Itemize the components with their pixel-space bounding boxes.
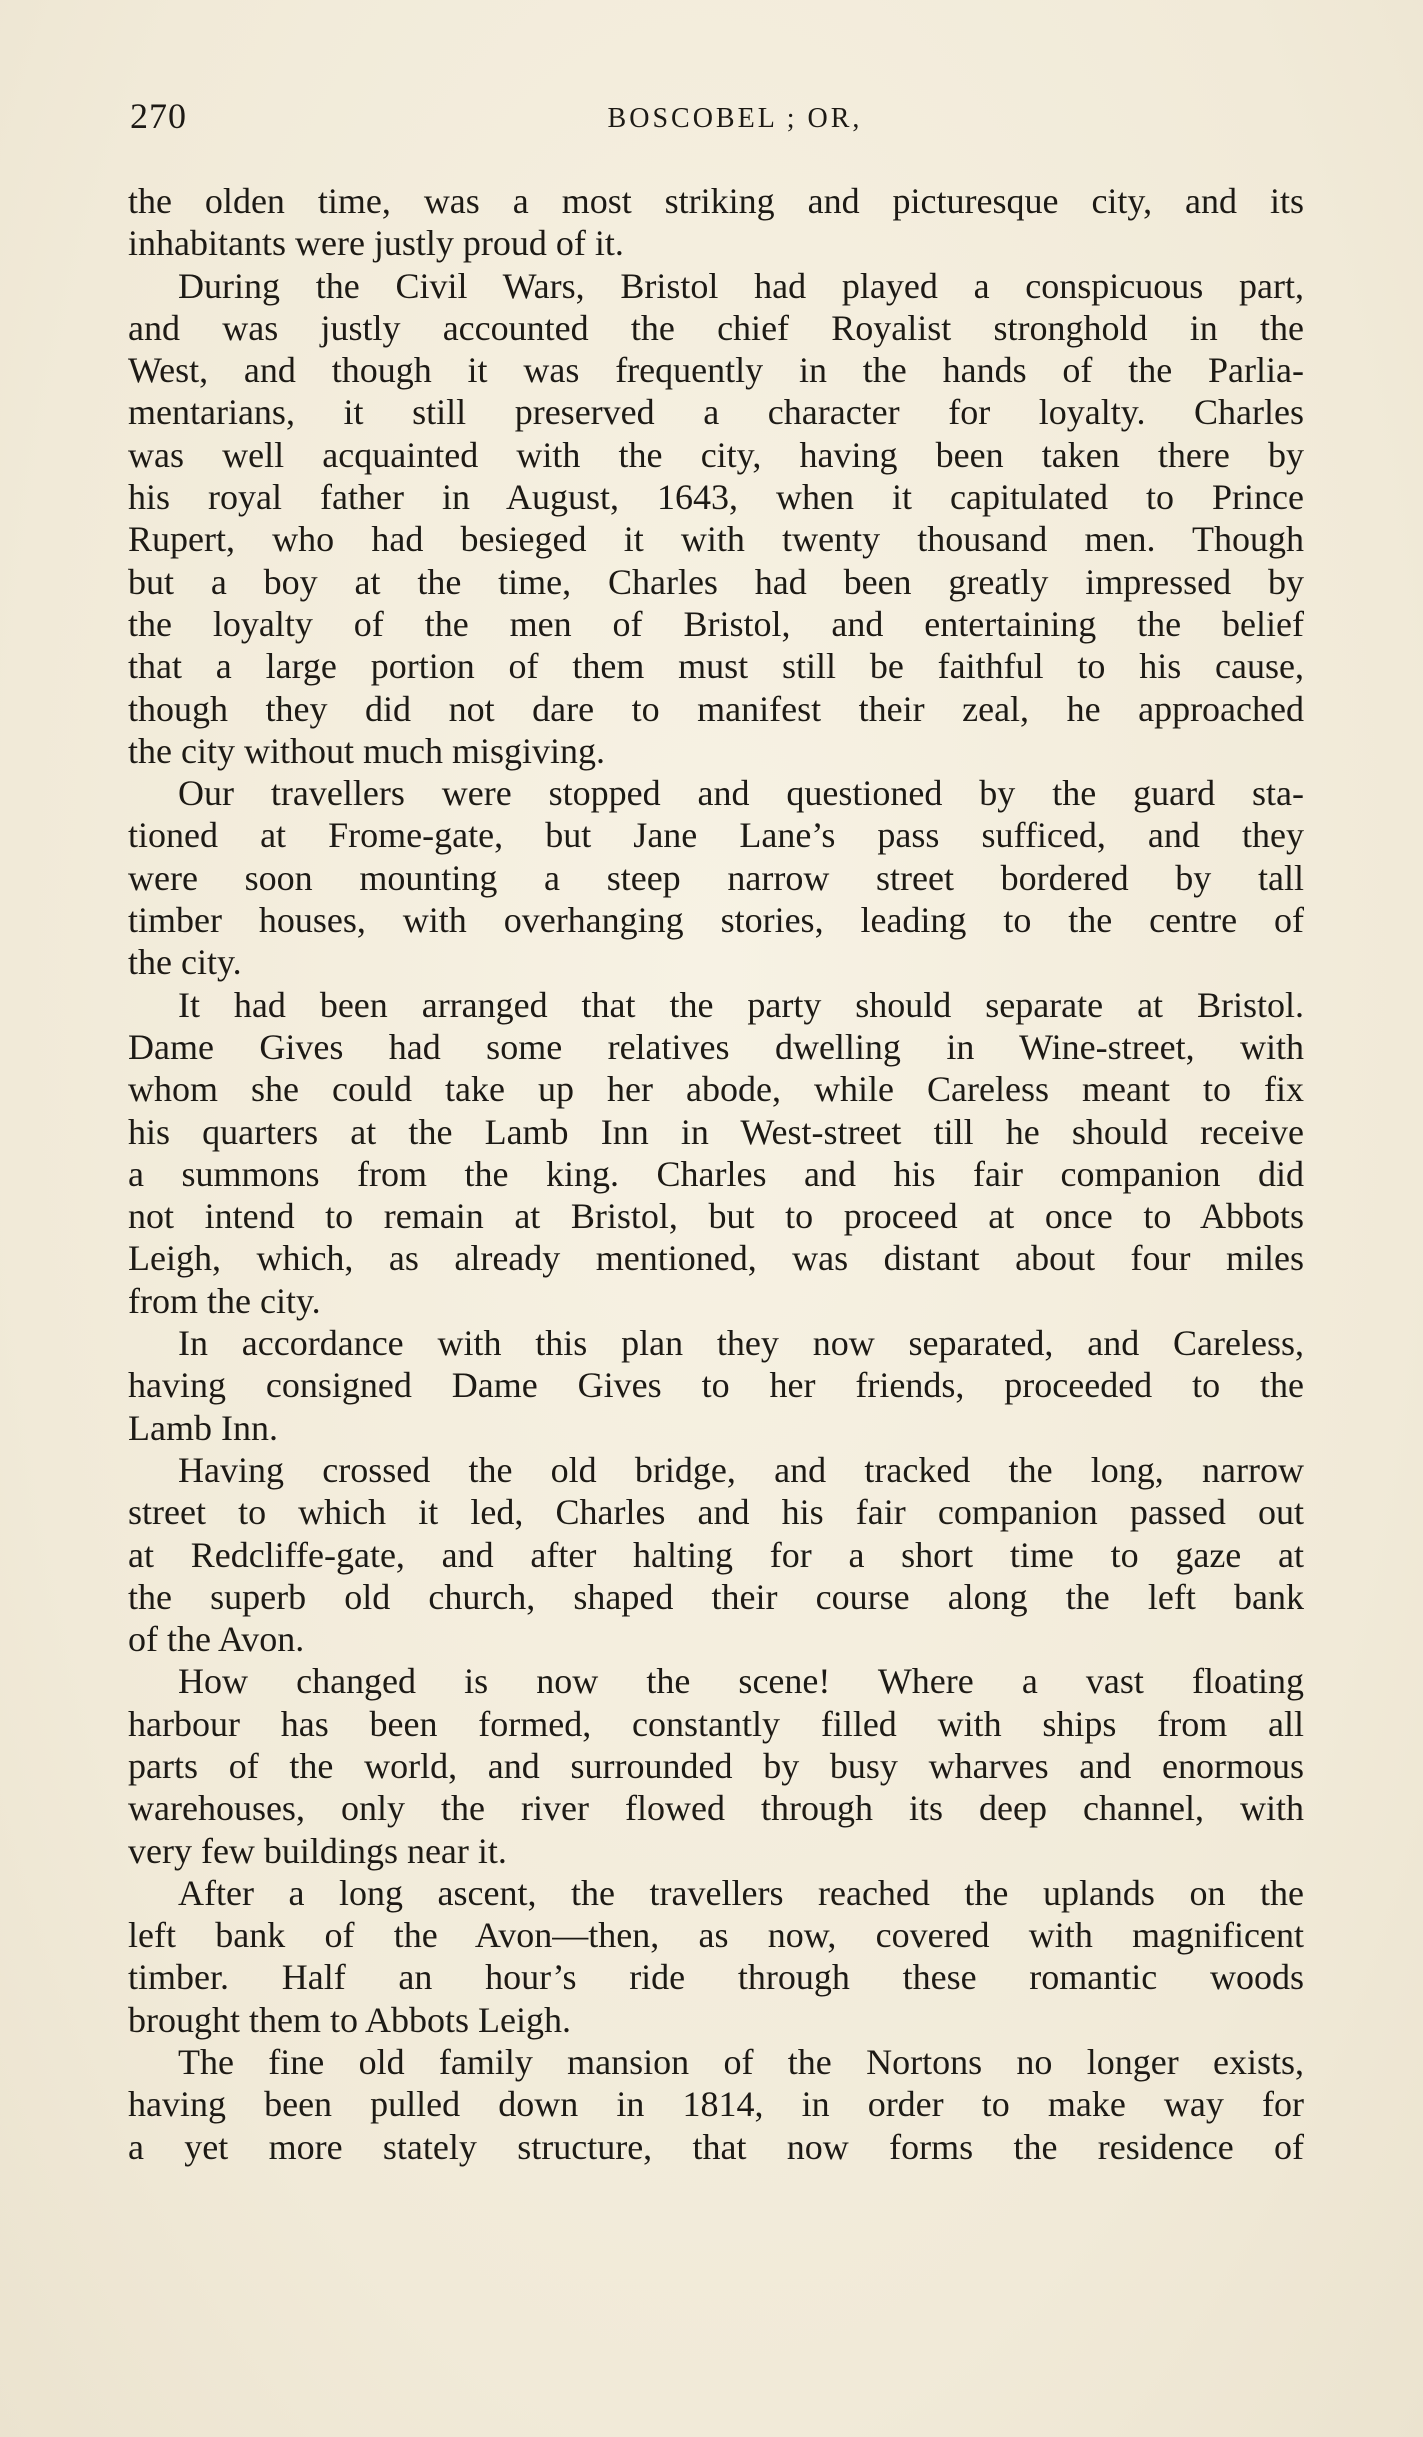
text-line: brought them to Abbots Leigh. <box>128 1999 571 2040</box>
text-line: In accordance with this plan they now separated, and Careless, <box>178 1323 1304 1364</box>
text-line: a yet more stately structure, that now forms the residence of <box>128 2126 1304 2167</box>
text-line: his royal father in August, 1643, when it capitulated to Prince <box>128 477 1304 518</box>
text-line: the olden time, was a most striking and picturesque city, and its <box>128 181 1304 221</box>
text-line: of the Avon. <box>128 1619 305 1660</box>
text-line: the loyalty of the men of Bristol, and entertaining the belief <box>128 603 1304 644</box>
text-line: How changed is now the scene! Where a vast floating <box>178 1661 1304 1702</box>
text-line: timber. Half an hour’s ride through these romantic woods <box>128 1957 1304 1998</box>
text-line: West, and though it was frequently in the hands of the Parlia- <box>128 350 1304 391</box>
text-line: Rupert, who had besieged it with twenty thousand men. Though <box>128 519 1304 560</box>
text-line: was well acquainted with the city, having been taken there by <box>128 434 1304 475</box>
text-line: mentarians, it still preserved a character for loyalty. Charles <box>128 392 1304 433</box>
text-line: very few buildings near it. <box>128 1830 507 1871</box>
text-line: left bank of the Avon—then, as now, covered with magnificent <box>128 1915 1304 1956</box>
text-line: but a boy at the time, Charles had been greatly impressed by <box>128 561 1304 602</box>
text-line: street to which it led, Charles and his fair companion passed out <box>128 1492 1304 1533</box>
text-line: whom she could take up her abode, while Careless meant to fix <box>128 1069 1304 1110</box>
text-line: his quarters at the Lamb Inn in West-street till he should receive <box>128 1111 1304 1152</box>
text-line: from the city. <box>128 1280 321 1321</box>
text-line: tioned at Frome-gate, but Jane Lane’s pass sufficed, and they <box>128 815 1304 856</box>
text-line: parts of the world, and surrounded by busy wharves and enormous <box>128 1745 1304 1786</box>
text-line: Lamb Inn. <box>128 1407 278 1448</box>
text-line: warehouses, only the river flowed through its deep channel, with <box>128 1788 1304 1829</box>
text-line: The fine old family mansion of the Nortons no longer exists, <box>178 2042 1304 2083</box>
text-line: Dame Gives had some relatives dwelling in Wine-street, with <box>128 1026 1304 1067</box>
text-line: harbour has been formed, constantly filled with ships from all <box>128 1703 1304 1744</box>
text-line: were soon mounting a steep narrow street bordered by tall <box>128 857 1304 898</box>
text-line: During the Civil Wars, Bristol had played a conspicuous part, <box>178 265 1304 306</box>
page-number: 270 <box>130 96 187 136</box>
text-line: at Redcliffe-gate, and after halting for a short time to gaze at <box>128 1534 1304 1575</box>
text-line: that a large portion of them must still be faithful to his cause, <box>128 646 1304 687</box>
text-line: Leigh, which, as already mentioned, was distant about four miles <box>128 1238 1304 1279</box>
text-line: and was justly accounted the chief Royalist stronghold in the <box>128 307 1304 348</box>
text-line: having been pulled down in 1814, in order to make way for <box>128 2084 1304 2125</box>
text-line: the city. <box>128 942 242 983</box>
text-line: the superb old church, shaped their course along the left bank <box>128 1576 1304 1617</box>
text-line: Our travellers were stopped and questioned by the guard sta- <box>178 773 1304 814</box>
page-header <box>130 95 1300 155</box>
text-line: After a long ascent, the travellers reached the uplands on the <box>178 1872 1304 1913</box>
text-line: inhabitants were justly proud of it. <box>128 223 624 264</box>
running-head: BOSCOBEL ; OR, <box>607 103 863 134</box>
body-text <box>128 180 1304 2168</box>
text-line: though they did not dare to manifest their zeal, he approached <box>128 688 1304 729</box>
text-line: a summons from the king. Charles and his fair companion did <box>128 1153 1304 1194</box>
text-line: having consigned Dame Gives to her friends, proceeded to the <box>128 1365 1304 1406</box>
text-line: timber houses, with overhanging stories, leading to the centre of <box>128 900 1304 941</box>
text-line: Having crossed the old bridge, and tracked the long, narrow <box>178 1449 1304 1490</box>
text-line: It had been arranged that the party should separate at Bristol. <box>178 984 1304 1025</box>
text-line: the city without much misgiving. <box>128 730 605 771</box>
text-line: not intend to remain at Bristol, but to proceed at once to Abbots <box>128 1196 1304 1237</box>
